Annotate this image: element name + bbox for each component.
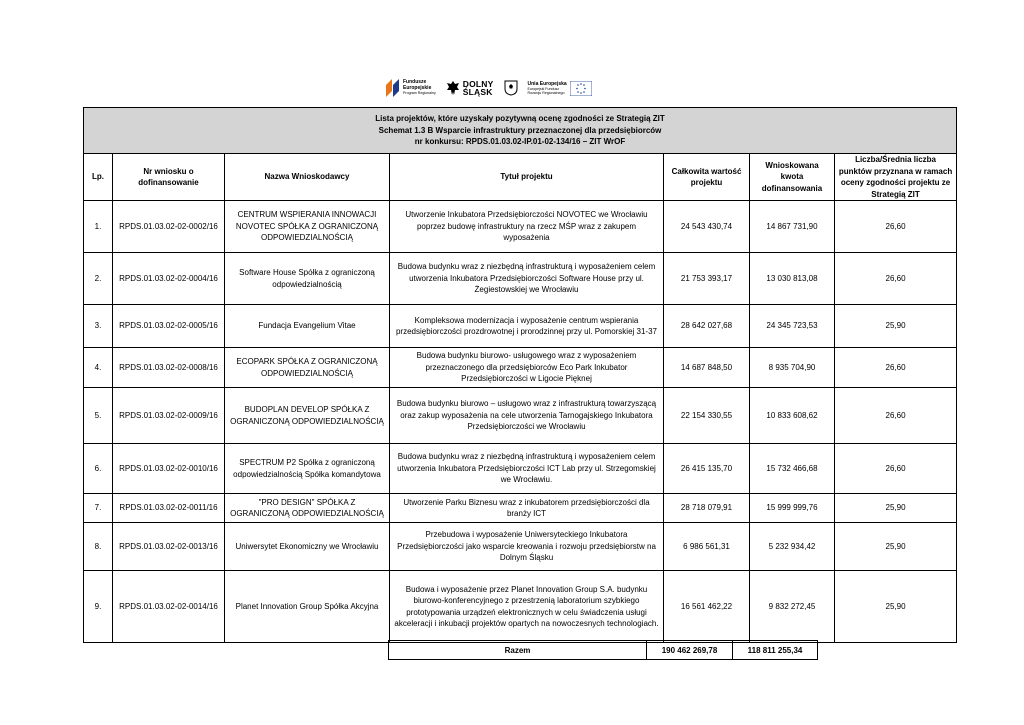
cell-points: 26,60 xyxy=(835,444,957,494)
eu-flag-icon xyxy=(570,81,592,96)
cell-name: Fundacja Evangelium Vitae xyxy=(225,305,390,348)
cell-title: Budowa budynku biurowo – usługowo wraz z infrastrukturą towarzyszącą oraz zakup wyposażenia na cele utworzenia Tarnogajskiego Inkubatora Przedsiębiorczości we Wrocławiu xyxy=(390,388,664,444)
cell-nr: RPDS.01.03.02-02-0004/16 xyxy=(113,253,225,305)
cell-points: 25,90 xyxy=(835,305,957,348)
cell-name: BUDOPLAN DEVELOP SPÓŁKA Z OGRANICZONĄ ODPOWIEDZIALNOŚCIĄ xyxy=(225,388,390,444)
cell-points: 26,60 xyxy=(835,201,957,253)
table-row xyxy=(84,444,957,494)
logo-strip xyxy=(386,76,638,100)
cell-grant: 10 833 608,62 xyxy=(750,388,835,444)
cell-grant: 13 030 813,08 xyxy=(750,253,835,305)
cell-total: 14 687 848,50 xyxy=(664,348,750,388)
table-row xyxy=(84,305,957,348)
cell-title: Kompleksowa modernizacja i wyposażenie centrum wspierania przedsiębiorczości prozdrowotnej i prorodzinnej przy ul. Pomorskiej 31-37 xyxy=(390,305,664,348)
dolny-slask-logo xyxy=(446,80,494,97)
summary-total: 190 462 269,78 xyxy=(647,641,733,660)
cell-grant: 15 999 999,76 xyxy=(750,494,835,523)
title-line-3: nr konkursu: RPDS.01.03.02-IP.01-02-134/16 – ZIT WrOF xyxy=(414,137,626,147)
cell-title: Budowa i wyposażenie przez Planet Innovation Group S.A. budynku biurowo-konferencyjnego z przestrzenią laboratorium szybkiego prototypowania urządzeń elektronicznych w celu świadczenia usługi akceleracji i inkubacji projektów opartych na nowoczesnych technologiach. xyxy=(390,571,664,643)
projects-table xyxy=(83,107,957,643)
cell-title: Utworzenie Inkubatora Przedsiębiorczości NOVOTEC we Wrocławiu poprzez budowę infrastruktury na rzecz MŚP wraz z zakupem wyposażenia xyxy=(390,201,664,253)
cell-total: 21 753 393,17 xyxy=(664,253,750,305)
summary-grant: 118 811 255,34 xyxy=(733,641,818,660)
cell-lp: 3. xyxy=(84,305,113,348)
cell-nr: RPDS.01.03.02-02-0005/16 xyxy=(113,305,225,348)
fe-logo-text: Fundusze Europejskie xyxy=(403,79,432,91)
cell-lp: 5. xyxy=(84,388,113,444)
table-row xyxy=(84,523,957,571)
cell-title: Budowa budynku wraz z niezbędną infrastrukturą i wyposażeniem celem utworzenia Inkubatora Przedsiębiorczości ICT Lab przy ul. Strzegomskiej we Wrocławiu. xyxy=(390,444,664,494)
table-row xyxy=(84,388,957,444)
dolny-slask-logo-text: DOLNY ŚLĄSK xyxy=(462,78,494,97)
title-line-1: Lista projektów, które uzyskały pozytywną ocenę zgodności ze Strategią ZIT xyxy=(375,114,665,124)
col-header-title: Tytuł projektu xyxy=(390,154,664,201)
cell-points: 26,60 xyxy=(835,348,957,388)
cell-grant: 9 832 272,45 xyxy=(750,571,835,643)
col-header-points: Liczba/Średnia liczba punktów przyznana w ramach oceny zgodności projektu ze Strategią ZIT xyxy=(835,154,957,201)
cell-points: 25,90 xyxy=(835,571,957,643)
table-row xyxy=(84,348,957,388)
cell-name: Uniwersytet Ekonomiczny we Wrocławiu xyxy=(225,523,390,571)
cell-nr: RPDS.01.03.02-02-0013/16 xyxy=(113,523,225,571)
cell-nr: RPDS.01.03.02-02-0009/16 xyxy=(113,388,225,444)
cell-title: Utworzenie Parku Biznesu wraz z inkubatorem przedsiębiorczości dla branży ICT xyxy=(390,494,664,523)
cell-lp: 2. xyxy=(84,253,113,305)
col-header-total: Całkowita wartość projektu xyxy=(664,154,750,201)
summary-label: Razem xyxy=(389,641,647,660)
cell-nr: RPDS.01.03.02-02-0010/16 xyxy=(113,444,225,494)
col-header-nr: Nr wniosku o dofinansowanie xyxy=(113,154,225,201)
cell-nr: RPDS.01.03.02-02-0008/16 xyxy=(113,348,225,388)
cell-total: 28 718 079,91 xyxy=(664,494,750,523)
cell-lp: 9. xyxy=(84,571,113,643)
table-row xyxy=(84,201,957,253)
cell-points: 25,90 xyxy=(835,523,957,571)
cell-grant: 14 867 731,90 xyxy=(750,201,835,253)
fe-emblem-icon xyxy=(386,79,400,97)
cell-total: 26 415 135,70 xyxy=(664,444,750,494)
fundusze-europejskie-logo xyxy=(386,79,436,97)
cell-lp: 6. xyxy=(84,444,113,494)
cell-total: 22 154 330,55 xyxy=(664,388,750,444)
summary-row xyxy=(389,641,818,660)
col-header-name: Nazwa Wnioskodawcy xyxy=(225,154,390,201)
cell-title: Budowa budynku biurowo- usługowego wraz z wyposażeniem przeznaczonego dla przedsiębiorców Eco Park Inkubator Przedsiębiorczości w Ligocie Pięknej xyxy=(390,348,664,388)
cell-total: 6 986 561,31 xyxy=(664,523,750,571)
fe-logo-sub: Program Regionalny xyxy=(403,91,436,96)
table-row xyxy=(84,571,957,643)
table-row xyxy=(84,253,957,305)
column-header-row xyxy=(84,154,957,201)
cell-title: Przebudowa i wyposażenie Uniwersyteckiego Inkubatora Przedsiębiorczości jako wsparcie kreowania i rozwoju przedsiębiorstw na Dolnym Śląsku xyxy=(390,523,664,571)
unia-europejska-logo xyxy=(528,81,592,96)
cell-name: CENTRUM WSPIERANIA INNOWACJI NOVOTEC SPÓŁKA Z OGRANICZONĄ ODPOWIEDZIALNOŚCIĄ xyxy=(225,201,390,253)
table-title-row xyxy=(84,108,957,154)
col-header-lp: Lp. xyxy=(84,154,113,201)
cell-points: 25,90 xyxy=(835,494,957,523)
cell-name: Planet Innovation Group Spółka Akcyjna xyxy=(225,571,390,643)
eu-logo-sub: Europejski Fundusz Rozwoju Regionalnego xyxy=(527,86,565,95)
cell-lp: 7. xyxy=(84,494,113,523)
eagle-icon xyxy=(446,80,460,96)
summary-table xyxy=(388,640,818,660)
cell-total: 16 561 462,22 xyxy=(664,571,750,643)
coat-of-arms-icon xyxy=(504,80,518,96)
cell-title: Budowa budynku wraz z niezbędną infrastrukturą i wyposażeniem celem utworzenia Inkubatora Przedsiębiorczości Software House przy ul. Żegiestowskiej we Wrocławiu xyxy=(390,253,664,305)
cell-nr: RPDS.01.03.02-02-0002/16 xyxy=(113,201,225,253)
cell-lp: 4. xyxy=(84,348,113,388)
cell-points: 26,60 xyxy=(835,253,957,305)
table-title xyxy=(84,108,957,154)
cell-grant: 8 935 704,90 xyxy=(750,348,835,388)
eu-logo-title: Unia Europejska xyxy=(527,80,567,87)
col-header-grant: Wnioskowana kwota dofinansowania xyxy=(750,154,835,201)
cell-name: Software House Spółka z ograniczoną odpowiedzialnością xyxy=(225,253,390,305)
coat-of-arms-logo xyxy=(504,80,518,96)
cell-lp: 8. xyxy=(84,523,113,571)
table-row xyxy=(84,494,957,523)
cell-nr: RPDS.01.03.02-02-0011/16 xyxy=(113,494,225,523)
cell-total: 28 642 027,68 xyxy=(664,305,750,348)
cell-grant: 15 732 466,68 xyxy=(750,444,835,494)
cell-lp: 1. xyxy=(84,201,113,253)
cell-name: SPECTRUM P2 Spółka z ograniczoną odpowiedzialnością Spółka komandytowa xyxy=(225,444,390,494)
cell-grant: 24 345 723,53 xyxy=(750,305,835,348)
cell-name: "PRO DESIGN" SPÓŁKA Z OGRANICZONĄ ODPOWIEDZIALNOŚCIĄ xyxy=(225,494,390,523)
cell-points: 26,60 xyxy=(835,388,957,444)
title-line-2: Schemat 1.3 B Wsparcie infrastruktury przeznaczonej dla przedsiębiorców xyxy=(378,125,662,135)
cell-nr: RPDS.01.03.02-02-0014/16 xyxy=(113,571,225,643)
cell-grant: 5 232 934,42 xyxy=(750,523,835,571)
cell-total: 24 543 430,74 xyxy=(664,201,750,253)
cell-name: ECOPARK SPÓŁKA Z OGRANICZONĄ ODPOWIEDZIALNOŚCIĄ xyxy=(225,348,390,388)
